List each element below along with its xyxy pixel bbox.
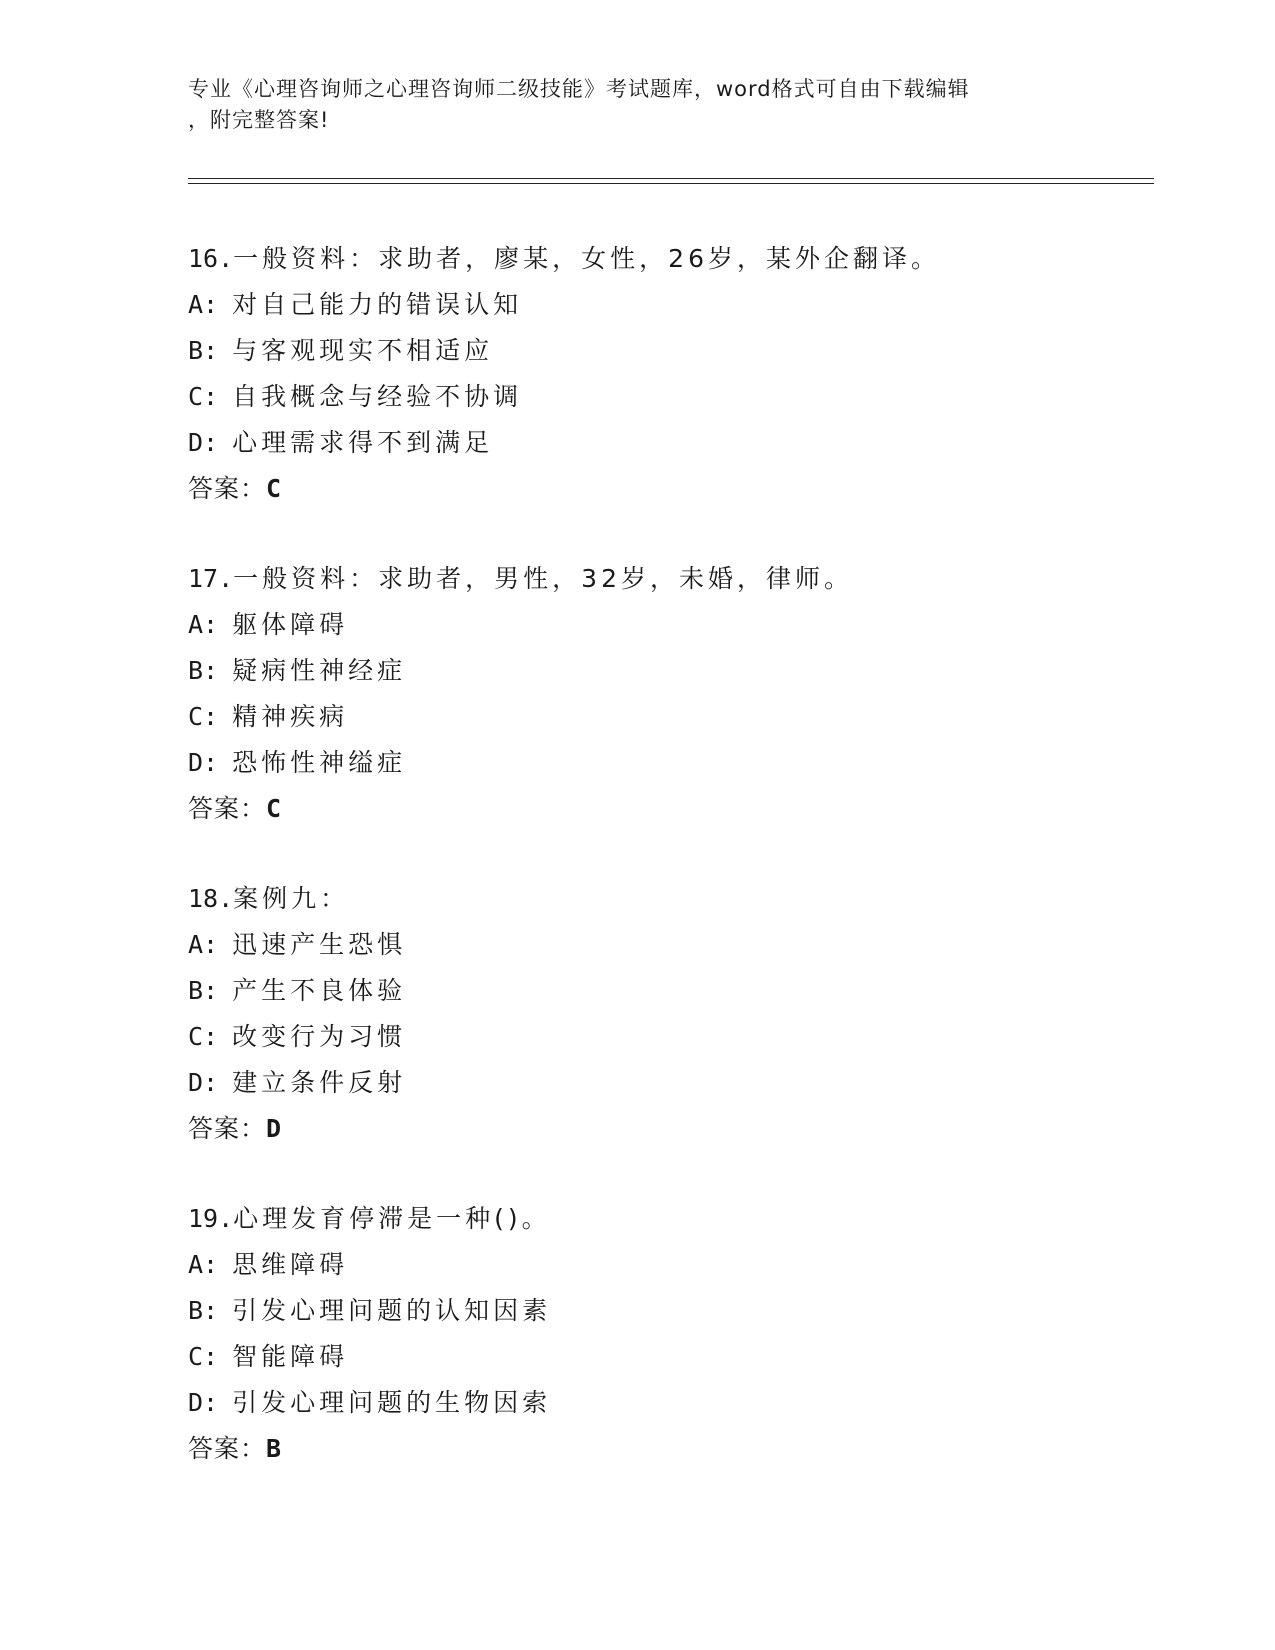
answer-label: 答案： xyxy=(188,794,267,823)
question-number: 18. xyxy=(188,884,234,913)
question-number: 19. xyxy=(188,1204,234,1233)
option-letter: D: xyxy=(188,1388,219,1417)
question-text: 一般资料：求助者，男性，32岁，未婚，律师。 xyxy=(233,564,853,593)
option-text: 对自己能力的错误认知 xyxy=(232,290,523,319)
option-letter: D: xyxy=(188,748,219,777)
option-letter: A: xyxy=(188,930,219,959)
document-header xyxy=(188,74,1088,136)
option-b xyxy=(188,648,1148,694)
question-text: 案例九： xyxy=(233,884,350,913)
option-letter: A: xyxy=(188,610,219,639)
option-b xyxy=(188,1288,1148,1334)
option-letter: C: xyxy=(188,382,219,411)
answer-line xyxy=(188,1106,1148,1152)
option-text: 引发心理问题的认知因素 xyxy=(232,1296,552,1325)
option-text: 智能障碍 xyxy=(232,1342,349,1371)
option-a xyxy=(188,282,1148,328)
option-letter: A: xyxy=(188,1250,219,1279)
option-a xyxy=(188,602,1148,648)
option-b xyxy=(188,328,1148,374)
option-letter: B: xyxy=(188,1296,219,1325)
option-c xyxy=(188,374,1148,420)
question-16 xyxy=(188,236,1148,512)
option-text: 思维障碍 xyxy=(232,1250,349,1279)
answer-value: C xyxy=(266,794,283,823)
header-line-1: 专业《心理咨询师之心理咨询师二级技能》考试题库，word格式可自由下载编辑 xyxy=(188,77,970,101)
option-letter: B: xyxy=(188,336,219,365)
question-number: 17. xyxy=(188,564,234,593)
question-17 xyxy=(188,556,1148,832)
option-text: 心理需求得不到满足 xyxy=(232,428,494,457)
answer-label: 答案： xyxy=(188,1114,267,1143)
option-a xyxy=(188,1242,1148,1288)
option-text: 恐怖性神缢症 xyxy=(232,748,407,777)
header-divider-bottom xyxy=(188,183,1154,184)
option-text: 引发心理问题的生物因索 xyxy=(232,1388,552,1417)
option-letter: D: xyxy=(188,428,219,457)
option-text: 与客观现实不相适应 xyxy=(232,336,494,365)
option-d xyxy=(188,420,1148,466)
question-stem xyxy=(188,876,1148,922)
option-letter: D: xyxy=(188,1068,219,1097)
option-text: 产生不良体验 xyxy=(232,976,407,1005)
option-text: 疑病性神经症 xyxy=(232,656,407,685)
option-letter: C: xyxy=(188,1022,219,1051)
question-text: 一般资料：求助者，廖某，女性，26岁，某外企翻译。 xyxy=(233,244,940,273)
question-list xyxy=(188,236,1148,1516)
header-line-2: ，附完整答案! xyxy=(188,108,330,132)
option-text: 自我概念与经验不协调 xyxy=(232,382,523,411)
option-text: 躯体障碍 xyxy=(232,610,349,639)
option-text: 精神疾病 xyxy=(232,702,349,731)
option-b xyxy=(188,968,1148,1014)
question-number: 16. xyxy=(188,244,234,273)
option-text: 建立条件反射 xyxy=(232,1068,407,1097)
option-c xyxy=(188,1334,1148,1380)
option-letter: B: xyxy=(188,656,219,685)
question-text: 心理发育停滞是一种()。 xyxy=(233,1204,551,1233)
question-19 xyxy=(188,1196,1148,1472)
header-divider-top xyxy=(188,178,1154,179)
question-stem xyxy=(188,236,1148,282)
answer-label: 答案： xyxy=(188,474,267,503)
option-d xyxy=(188,1380,1148,1426)
answer-value: C xyxy=(266,474,283,503)
option-letter: B: xyxy=(188,976,219,1005)
option-letter: A: xyxy=(188,290,219,319)
option-d xyxy=(188,740,1148,786)
option-text: 迅速产生恐惧 xyxy=(232,930,407,959)
question-stem xyxy=(188,556,1148,602)
answer-line xyxy=(188,786,1148,832)
option-d xyxy=(188,1060,1148,1106)
option-a xyxy=(188,922,1148,968)
option-c xyxy=(188,1014,1148,1060)
answer-line xyxy=(188,1426,1148,1472)
option-letter: C: xyxy=(188,702,219,731)
answer-value: B xyxy=(266,1434,283,1463)
question-stem xyxy=(188,1196,1148,1242)
option-text: 改变行为习惯 xyxy=(232,1022,407,1051)
option-c xyxy=(188,694,1148,740)
question-18 xyxy=(188,876,1148,1152)
answer-label: 答案： xyxy=(188,1434,267,1463)
answer-line xyxy=(188,466,1148,512)
answer-value: D xyxy=(266,1114,283,1143)
option-letter: C: xyxy=(188,1342,219,1371)
